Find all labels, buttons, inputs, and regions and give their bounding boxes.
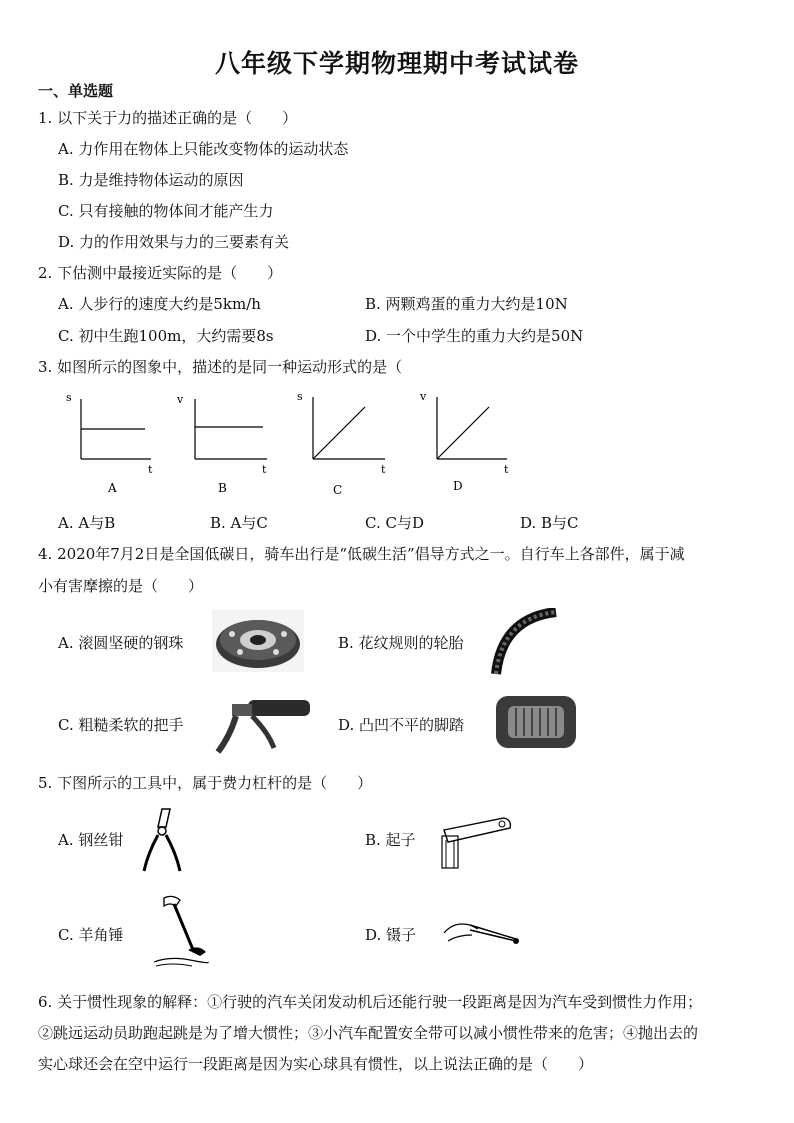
graph-d-caption: D — [453, 479, 463, 493]
q5-option-a: A. 钢丝钳 — [58, 831, 124, 849]
question-2-stem: 2. 下估测中最接近实际的是（ ） — [38, 264, 283, 282]
question-6-line1: 6. 关于惯性现象的解释：①行驶的汽车关闭发动机后还能行驶一段距离是因为汽车受到惯性力作用； — [38, 993, 703, 1011]
question-5-stem: 5. 下图所示的工具中，属于费力杠杆的是（ ） — [38, 774, 373, 792]
ball-bearing-image — [212, 610, 304, 672]
q1-option-b: B. 力是维持物体运动的原因 — [58, 171, 244, 189]
graph-d-xlabel: t — [504, 463, 509, 476]
q5-option-c: C. 羊角锤 — [58, 926, 124, 944]
graph-a-ylabel: s — [66, 391, 72, 404]
claw-hammer-image — [150, 892, 210, 970]
q2-option-b: B. 两颗鸡蛋的重力大约是10N — [365, 295, 568, 313]
graph-a — [66, 391, 153, 495]
section-heading: 一、单选题 — [38, 82, 114, 100]
q1-option-d: D. 力的作用效果与力的三要素有关 — [58, 233, 290, 251]
graph-b-caption: B — [218, 481, 227, 495]
q5-option-b: B. 起子 — [365, 831, 416, 849]
q3-option-a: A. A与B — [58, 514, 116, 532]
pedal-image — [490, 690, 582, 754]
q4-option-d: D. 凸凹不平的脚踏 — [338, 716, 465, 734]
graph-b-ylabel: v — [177, 393, 184, 406]
q3-option-c: C. C与D — [365, 514, 424, 532]
graph-c-line — [313, 407, 365, 459]
q2-option-c: C. 初中生跑100m，大约需要8s — [58, 327, 274, 345]
q2-option-d: D. 一个中学生的重力大约是50N — [365, 327, 584, 345]
graph-b — [176, 393, 267, 495]
graph-a-xlabel: t — [148, 463, 153, 476]
graph-a-caption: A — [108, 481, 117, 495]
question-6-line2: ②跳远运动员助跑起跳是为了增大惯性；③小汽车配置安全带可以减小惯性带来的危害；④抛出去的 — [38, 1024, 699, 1042]
q1-option-a: A. 力作用在物体上只能改变物体的运动状态 — [58, 140, 349, 158]
q4-option-c: C. 粗糙柔软的把手 — [58, 716, 184, 734]
handlebar-image — [212, 692, 312, 758]
graph-c-caption: C — [333, 483, 343, 497]
graph-d-ylabel: v — [420, 390, 427, 403]
graph-b-xlabel: t — [262, 463, 267, 476]
graph-c — [297, 390, 386, 497]
motion-graphs-figure — [55, 385, 525, 500]
graph-d-line — [437, 407, 489, 459]
q2-option-a: A. 人步行的速度大约是5km/h — [58, 295, 261, 313]
bottle-opener-image — [434, 812, 514, 870]
q3-option-b: B. A与C — [210, 514, 268, 532]
graph-c-ylabel: s — [297, 390, 303, 403]
q3-option-d: D. B与C — [520, 514, 579, 532]
q4-option-b: B. 花纹规则的轮胎 — [338, 634, 464, 652]
question-3-stem: 3. 如图所示的图象中，描述的是同一种运动形式的是（ — [38, 358, 403, 376]
q4-option-a: A. 滚圆坚硬的钢珠 — [58, 634, 184, 652]
graph-d — [419, 390, 509, 493]
q1-option-c: C. 只有接触的物体间才能产生力 — [58, 202, 274, 220]
graph-c-xlabel: t — [381, 463, 386, 476]
tire-image — [488, 608, 558, 676]
pliers-image — [140, 805, 190, 875]
question-4-stem-line1: 4. 2020年7月2日是全国低碳日，骑车出行是“低碳生活”倡导方式之一。自行车上各部件，属于减 — [38, 545, 685, 563]
question-4-stem-line2: 小有害摩擦的是（ ） — [38, 577, 204, 595]
q5-option-d: D. 镊子 — [365, 926, 417, 944]
question-1-stem: 1. 以下关于力的描述正确的是（ ） — [38, 109, 298, 127]
question-6-line3: 实心球还会在空中运行一段距离是因为实心球具有惯性，以上说法正确的是（ ） — [38, 1055, 594, 1073]
tweezers-image — [440, 905, 522, 953]
page-title: 八年级下学期物理期中考试试卷 — [214, 49, 579, 78]
